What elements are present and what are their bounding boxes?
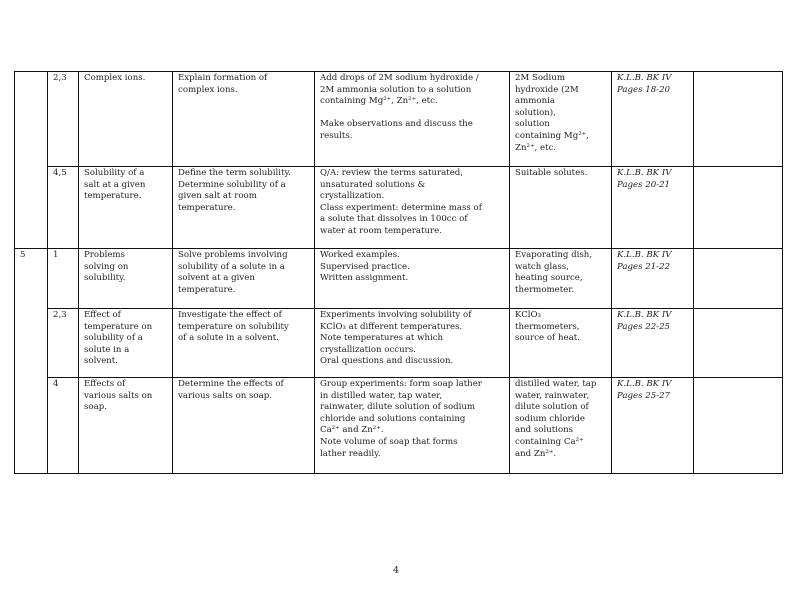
resources-cell: Evaporating dish, watch glass, heating source, thermometer. bbox=[510, 249, 612, 309]
topic-cell: Effects of various salts on soap. bbox=[79, 378, 173, 474]
activities-cell: Worked examples. Supervised practice. Written assignment. bbox=[315, 249, 510, 309]
references-cell: K.L.B. BK IV Pages 25-27 bbox=[612, 378, 694, 474]
topic-cell: Effect of temperature on solubility of a solute in a solvent. bbox=[79, 309, 173, 378]
resources-cell: Suitable solutes. bbox=[510, 167, 612, 249]
objectives-cell: Define the term solubility. Determine solubility of a given salt at room temperature. bbox=[173, 167, 315, 249]
references-cell: K.L.B. BK IV Pages 18-20 bbox=[612, 72, 694, 167]
references-cell: K.L.B. BK IV Pages 22-25 bbox=[612, 309, 694, 378]
resources-cell: KClO₃ thermometers, source of heat. bbox=[510, 309, 612, 378]
objectives-cell: Solve problems involving solubility of a solute in a solvent at a given temperature. bbox=[173, 249, 315, 309]
references-cell: K.L.B. BK IV Pages 21-22 bbox=[612, 249, 694, 309]
activities-cell: Add drops of 2M sodium hydroxide / 2M ammonia solution to a solution containing Mg²⁺, Zn²⁺, etc. Make observations and discuss the results. bbox=[315, 72, 510, 167]
week-cell bbox=[15, 72, 48, 249]
table-row bbox=[15, 309, 783, 378]
objectives-cell: Investigate the effect of temperature on solubility of a solute in a solvent. bbox=[173, 309, 315, 378]
topic-cell: Complex ions. bbox=[79, 72, 173, 167]
lesson-cell: 2,3 bbox=[48, 72, 79, 167]
lesson-cell: 2,3 bbox=[48, 309, 79, 378]
lesson-cell: 4,5 bbox=[48, 167, 79, 249]
page-number: 4 bbox=[392, 565, 400, 576]
remarks-cell bbox=[694, 249, 783, 309]
activities-cell: Group experiments: form soap lather in distilled water, tap water, rainwater, dilute solution of sodium chloride and solutions containing Ca²⁺ and Zn²⁺. Note volume of soap that forms lather readily. bbox=[315, 378, 510, 474]
remarks-cell bbox=[694, 167, 783, 249]
activities-cell: Experiments involving solubility of KClO₃ at different temperatures. Note temperatures at which crystallization occurs. Oral questions and discussion. bbox=[315, 309, 510, 378]
references-cell: K.L.B. BK IV Pages 20-21 bbox=[612, 167, 694, 249]
table-row bbox=[15, 378, 783, 474]
week-cell: 5 bbox=[15, 249, 48, 474]
lesson-cell: 4 bbox=[48, 378, 79, 474]
topic-cell: Problems solving on solubility. bbox=[79, 249, 173, 309]
scheme-of-work-table bbox=[14, 71, 783, 474]
table-row bbox=[15, 72, 783, 167]
remarks-cell bbox=[694, 72, 783, 167]
activities-cell: Q/A: review the terms saturated, unsaturated solutions & crystallization. Class experiment: determine mass of a solute that dissolves in 100cc of water at room temperature. bbox=[315, 167, 510, 249]
table-row bbox=[15, 167, 783, 249]
lesson-cell: 1 bbox=[48, 249, 79, 309]
table-row bbox=[15, 249, 783, 309]
remarks-cell bbox=[694, 378, 783, 474]
objectives-cell: Determine the effects of various salts on soap. bbox=[173, 378, 315, 474]
resources-cell: distilled water, tap water, rainwater, dilute solution of sodium chloride and solutions containing Ca²⁺ and Zn²⁺. bbox=[510, 378, 612, 474]
remarks-cell bbox=[694, 309, 783, 378]
topic-cell: Solubility of a salt at a given temperature. bbox=[79, 167, 173, 249]
objectives-cell: Explain formation of complex ions. bbox=[173, 72, 315, 167]
resources-cell: 2M Sodium hydroxide (2M ammonia solution), solution containing Mg²⁺, Zn²⁺, etc. bbox=[510, 72, 612, 167]
